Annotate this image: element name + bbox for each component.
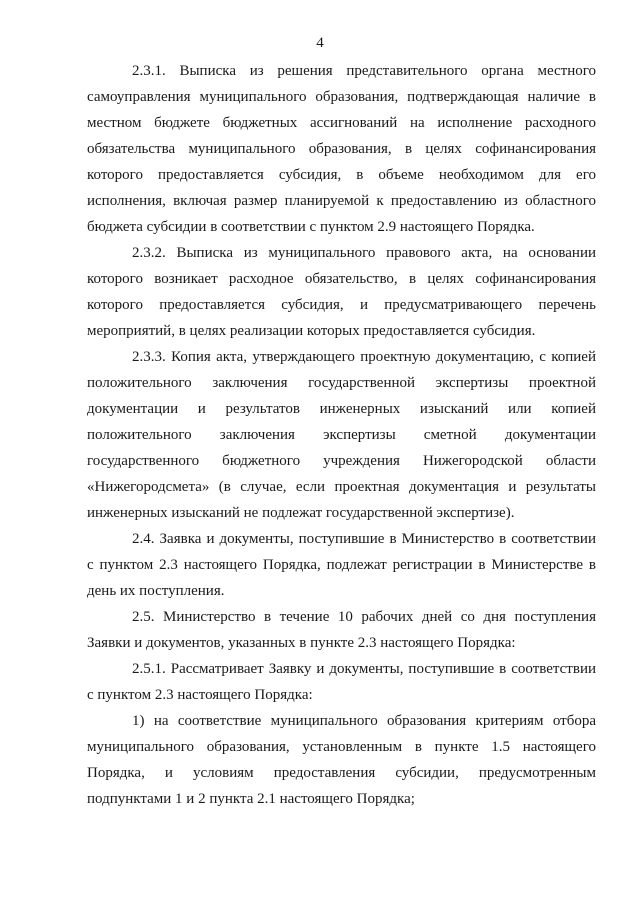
paragraph-2-4: 2.4. Заявка и документы, поступившие в Министерство в соответствии с пунктом 2.3 настоящего Порядка, подлежат регистрации в Министерстве в день их поступления. xyxy=(87,531,596,599)
document-body xyxy=(87,58,596,812)
paragraph-2-3-1: 2.3.1. Выписка из решения представительного органа местного самоуправления муниципального образования, подтверждающая наличие в местном бюджете бюджетных ассигнований на исполнение расходного обязательства муниципального образования, в целях софинансирования которого предоставляется субсидия, в объеме необходимом для его исполнения, включая размер планируемой к предоставлению из областного бюджета субсидии в соответствии с пунктом 2.9 настоящего Порядка. xyxy=(87,63,596,235)
paragraph-item-1: 1) на соответствие муниципального образования критериям отбора муниципального образования, установленным в пункте 1.5 настоящего Порядка, и условиям предоставления субсидии, предусмотренным подпунктами 1 и 2 пункта 2.1 настоящего Порядка; xyxy=(87,713,596,807)
page-number: 4 xyxy=(316,35,324,51)
paragraph-2-3-3: 2.3.3. Копия акта, утверждающего проектную документацию, с копией положительного заключения государственной экспертизы проектной документации и результатов инженерных изысканий или копией положительного заключения экспертизы сметной документации государственного бюджетного учреждения Нижегородской области «Нижегородсмета» (в случае, если проектная документация и результаты инженерных изысканий не подлежат государственной экспертизе). xyxy=(87,349,596,521)
paragraph-2-5: 2.5. Министерство в течение 10 рабочих дней со дня поступления Заявки и документов, указанных в пункте 2.3 настоящего Порядка: xyxy=(87,609,596,651)
paragraph-2-5-1: 2.5.1. Рассматривает Заявку и документы, поступившие в соответствии с пунктом 2.3 настоящего Порядка: xyxy=(87,661,596,703)
paragraph-2-3-2: 2.3.2. Выписка из муниципального правового акта, на основании которого возникает расходное обязательство, в целях софинансирования которого предоставляется субсидия, и предусматривающего перечень мероприятий, в целях реализации которых предоставляется субсидия. xyxy=(87,245,596,339)
